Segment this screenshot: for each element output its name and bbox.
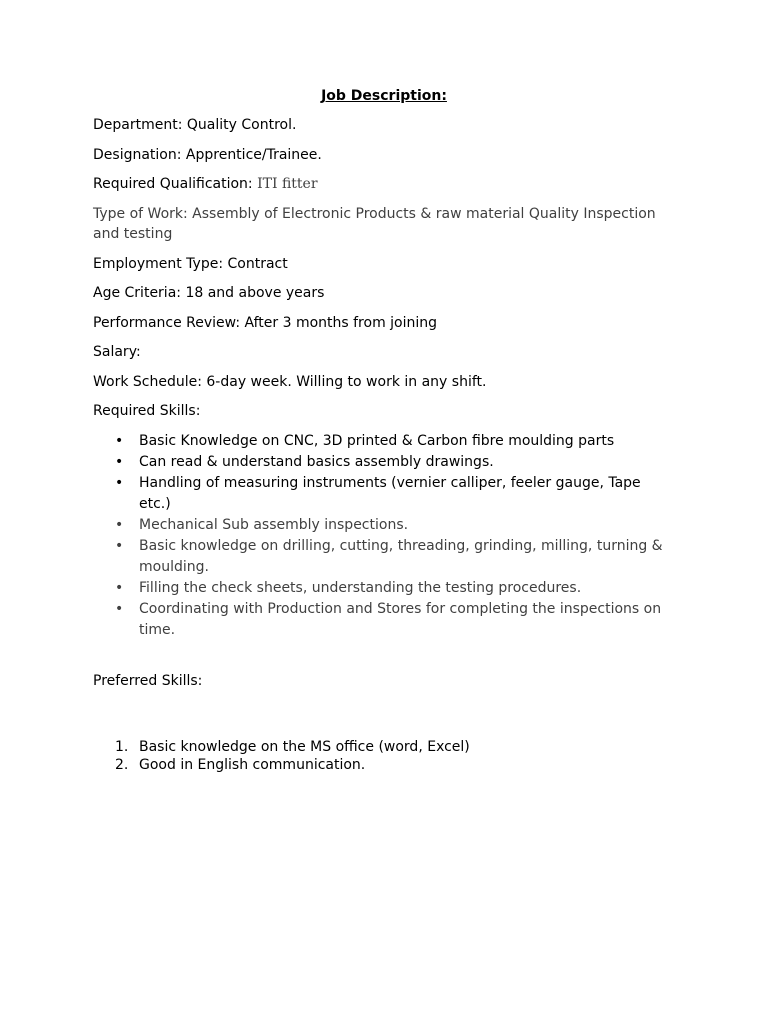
qualification-label: Required Qualification:	[93, 176, 258, 192]
list-item	[93, 536, 673, 578]
bullet-icon: •	[115, 537, 124, 554]
spacer	[93, 700, 673, 738]
list-item-text: Basic knowledge on drilling, cutting, threading, grinding, milling, turning & moulding.	[139, 537, 663, 575]
list-item-text: Good in English communication.	[139, 757, 366, 773]
salary-line: Salary:	[93, 344, 141, 360]
required-skills-heading: Required Skills:	[93, 403, 201, 419]
list-item	[93, 599, 673, 641]
type-of-work-line: Type of Work: Assembly of Electronic Products & raw material Quality Inspection and testing	[93, 205, 656, 242]
list-item-text: Coordinating with Production and Stores for completing the inspections on time.	[139, 600, 662, 638]
employment-type-line: Employment Type: Contract	[93, 255, 288, 272]
bullet-icon: •	[115, 474, 124, 491]
list-item-text: Filling the check sheets, understanding the testing procedures.	[139, 579, 582, 596]
department-line: Department: Quality Control.	[93, 117, 297, 133]
bullet-icon: •	[115, 432, 124, 449]
list-item-text: Mechanical Sub assembly inspections.	[139, 516, 409, 533]
performance-review-line: Performance Review: After 3 months from joining	[93, 314, 438, 331]
list-item	[93, 452, 673, 473]
list-item	[93, 578, 673, 599]
age-criteria-line: Age Criteria: 18 and above years	[93, 285, 325, 301]
document-title: Job Description:	[321, 88, 447, 104]
list-number: 2.	[115, 757, 129, 773]
list-number: 1.	[115, 739, 129, 755]
list-item	[93, 473, 673, 515]
qualification-line	[93, 174, 673, 195]
list-item-text: Basic Knowledge on CNC, 3D printed & Carbon fibre moulding parts	[139, 432, 615, 449]
spacer	[93, 641, 673, 671]
list-item	[93, 738, 673, 756]
list-item	[93, 756, 673, 774]
bullet-icon: •	[115, 516, 124, 533]
document-body	[93, 86, 673, 774]
bullet-icon: •	[115, 453, 124, 470]
list-item-text: Basic knowledge on the MS office (word, Excel)	[139, 739, 470, 755]
list-item-text: Handling of measuring instruments (vernier calliper, feeler gauge, Tape etc.)	[139, 474, 641, 512]
preferred-skills-heading: Preferred Skills:	[93, 672, 203, 689]
bullet-icon: •	[115, 600, 124, 617]
list-item-text: Can read & understand basics assembly drawings.	[139, 453, 494, 470]
bullet-icon: •	[115, 579, 124, 596]
list-item	[93, 515, 673, 536]
required-skills-list	[93, 431, 673, 641]
designation-line: Designation: Apprentice/Trainee.	[93, 146, 322, 163]
preferred-skills-list	[93, 738, 673, 774]
list-item	[93, 431, 673, 452]
qualification-value: ITI fitter	[257, 176, 318, 192]
work-schedule-line: Work Schedule: 6-day week. Willing to work in any shift.	[93, 373, 487, 390]
